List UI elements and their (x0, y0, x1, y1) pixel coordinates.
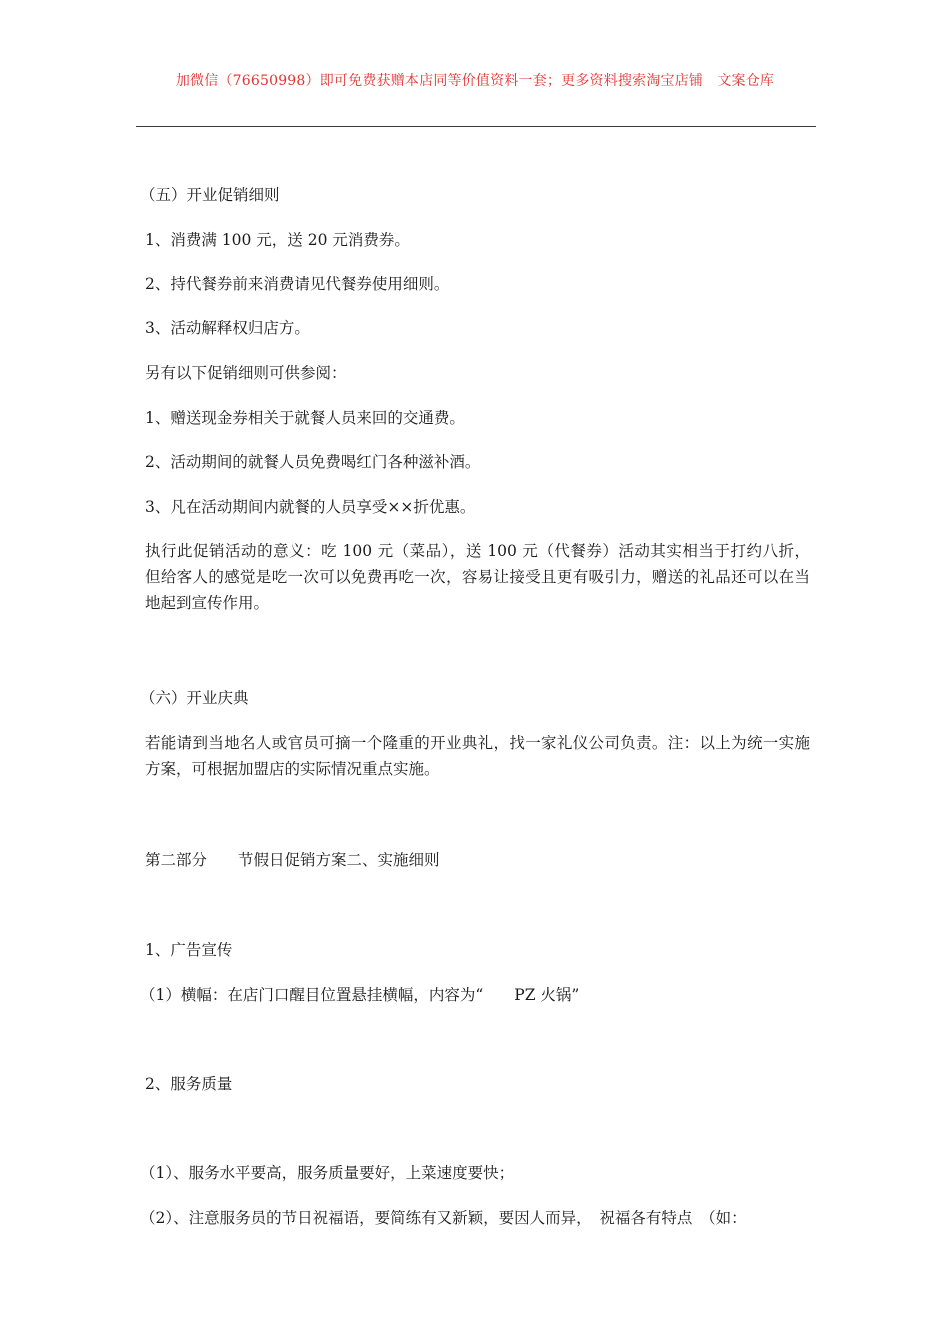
service-heading: 2、服务质量 (145, 1075, 233, 1093)
section6-body: 若能请到当地名人或官员可摘一个隆重的开业典礼，找一家礼仪公司负责。注：以上为统一实施方案，可根据加盟店的实际情况重点实施。 (145, 734, 810, 778)
section5-extra-item-3: 3、凡在活动期间内就餐的人员享受××折优惠。 (145, 498, 476, 516)
section5-item-3: 3、活动解释权归店方。 (145, 319, 310, 337)
section5-extra-item-2: 2、活动期间的就餐人员免费喝红门各种滋补酒。 (145, 453, 481, 471)
section5-item-2: 2、持代餐券前来消费请见代餐券使用细则。 (145, 275, 450, 293)
section5-item-1: 1、消费满 100 元，送 20 元消费券。 (145, 231, 410, 249)
section6-title: （六）开业庆典 (140, 689, 249, 707)
service-item-1: （1）、服务水平要高，服务质量要好，上菜速度要快； (140, 1164, 515, 1182)
section5-extra-intro: 另有以下促销细则可供参阅： (145, 364, 347, 382)
header-note: 加微信（76650998）即可免费获赠本店同等价值资料一套；更多资料搜索淘宝店铺 文案仓库 (175, 73, 775, 89)
part2-title: 第二部分 节假日促销方案二、实施细则 (145, 851, 440, 869)
header-divider (136, 126, 816, 127)
section5-meaning: 执行此促销活动的意义：吃 100 元（菜品），送 100 元（代餐券）活动其实相当于打约八折， 但给客人的感觉是吃一次可以免费再吃一次，容易让接受且更有吸引力，赠送的礼品还可以在当地起到宣传作用。 (145, 542, 810, 612)
ad-item-1: （1）横幅：在店门口醒目位置悬挂横幅，内容为“ PZ 火锅” (140, 986, 580, 1004)
section5-extra-item-1: 1、赠送现金券相关于就餐人员来回的交通费。 (145, 409, 465, 427)
ad-heading: 1、广告宣传 (145, 941, 233, 959)
service-item-2: （2）、注意服务员的节日祝福语，要简练有又新颖，要因人而异， 祝福各有特点 （如： (140, 1209, 747, 1227)
section5-title: （五）开业促销细则 (140, 186, 280, 204)
